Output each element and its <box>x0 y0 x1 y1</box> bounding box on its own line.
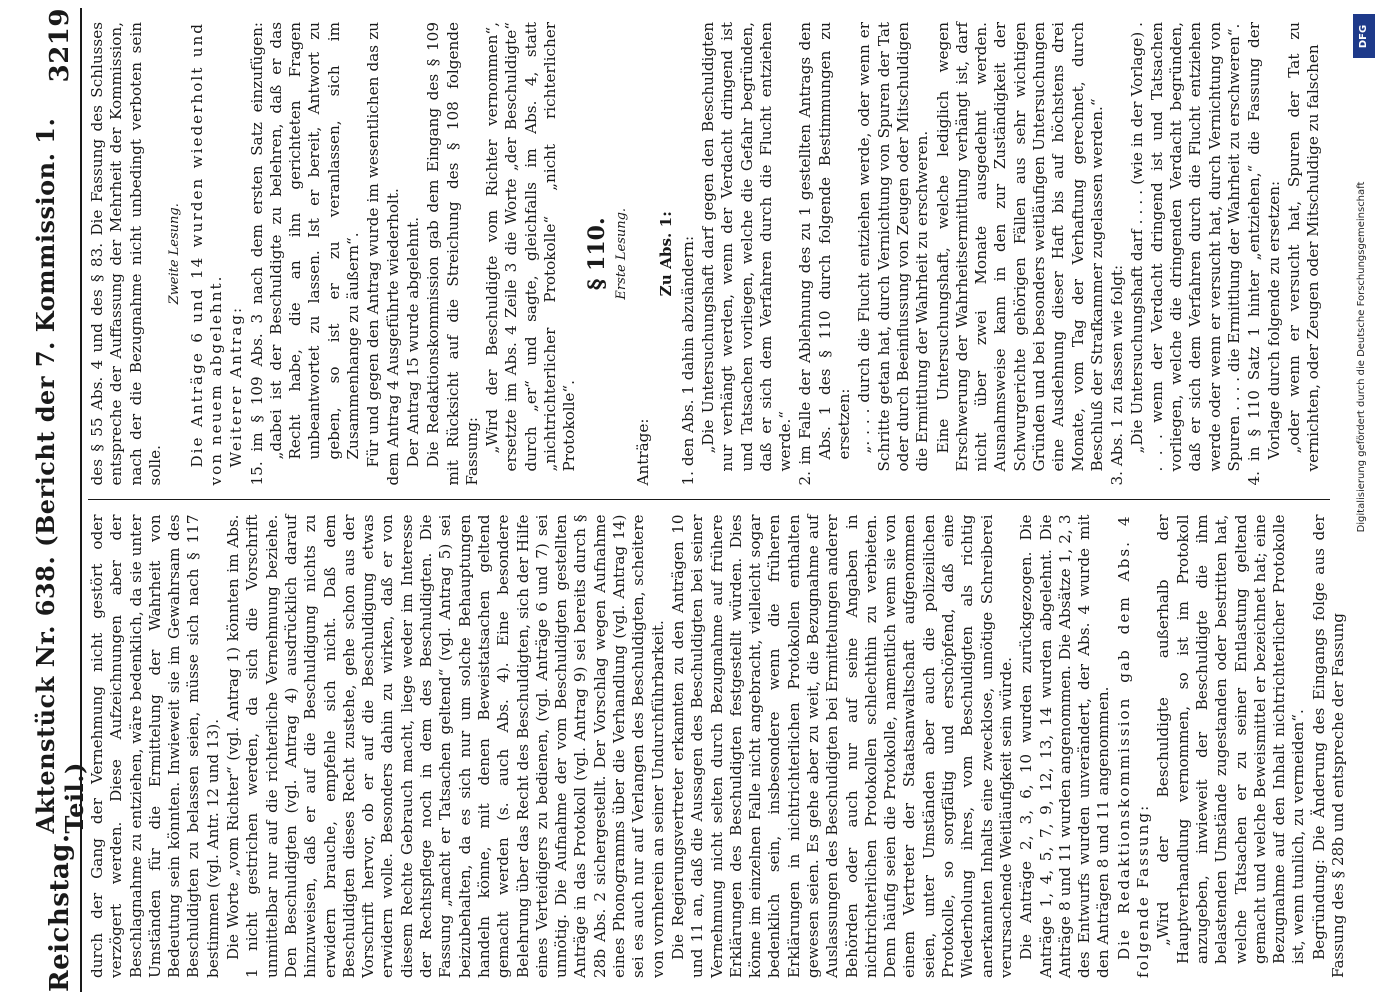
section-heading: § 110. <box>583 217 610 291</box>
paragraph: Weiterer Antrag: <box>227 305 246 468</box>
quoted-paragraph: „oder wenn er versucht hat, Spuren der Tat zu vernichten, oder Zeugen oder Mitschuldige zu falschen <box>1284 22 1323 472</box>
page-header <box>31 8 89 992</box>
quoted-paragraph: „Wird der Beschuldigte außerhalb der Hauptverhandlung vernommen, so ist im Protokoll anzugeben, inwieweit der Beschuldigte die ihm belastenden Umstände zugestanden oder bestritten hat, welche Tatsachen er zu seiner Entlastung geltend gemacht und welche Beweismittel er bezeichnet hat; eine Bezugnahme auf den Inhalt nichtrichterlicher Protokolle ist, wenn tunlich, zu vermeiden“. <box>1154 514 1308 964</box>
rotated-document <box>31 0 1347 1000</box>
dfg-logo: DFG <box>1353 14 1375 58</box>
section-subheading: Erste Lesung. <box>613 207 629 300</box>
header-title: Aktenstück Nr. 638. (Bericht der 7. Kommission. 1. Teil.) <box>31 117 89 834</box>
numbered-paragraph: 4. in § 110 Satz 1 hinter „entziehen,“ die Fassung der Vorlage durch folgende zu ersetzen: <box>1245 22 1283 486</box>
paragraph: des § 55 Abs. 4 und des § 83. Die Fassung des Schlusses entspreche der Auffassung der Mehrheit der Kommission, nach der die Bezugnahme nicht unbedingt verboten sein solle. <box>88 22 164 486</box>
paragraph: Für und gegen den Antrag wurde im wesentlichen das zu dem Antrag 4 Ausgeführte wiederholt. <box>364 22 402 486</box>
digitization-note: Digitalisierung gefördert durch die Deutsche Forschungsgemeinschaft <box>1356 181 1367 533</box>
right-column <box>88 8 1330 501</box>
paragraph: Die Anträge 2, 3, 6, 10 wurden zurückgezogen. Die Anträge 1, 4, 5, 7, 9, 12, 13, 14 wurden abgelehnt. Die Anträge 8 und 11 wurden angenommen. Die Absätze 1, 2, 3 des Entwurfs wurden unverändert, der Abs. 4 wurde mit den Anträgen 8 und 11 angenommen. <box>1017 514 1113 978</box>
quoted-paragraph: Eine Untersuchungshaft, welche lediglich wegen Erschwerung der Wahrheitsermittlung verhängt ist, darf nicht über zwei Monate ausgedehnt werden. Ausnahmsweise kann in den zur Zuständigkeit der Schwurgerichte gehörigen Fällen aus sehr wichtigen Gründen und bei besonders weitläufigen Untersuchungen eine Ausdehnung dieser Haft bis auf höchstens drei Monate, vom Tag der Verhaftung gerechnet, durch Beschluß der Strafkammer zugelassen werden.“ <box>933 22 1106 472</box>
paragraph: Die Anträge 6 und 14 wurden wiederholt und von neuem abgelehnt. <box>187 22 225 486</box>
numbered-paragraph: 3. Abs. 1 zu fassen wie folgt: <box>1108 264 1127 486</box>
numbered-paragraph: 2. im Falle der Ablehnung des zu 1 gestellten Antrags den Abs. 1 des § 110 durch folgende Bestimmungen zu ersetzen: <box>796 22 854 486</box>
numbered-paragraph: 1. den Abs. 1 dahin abzuändern: <box>678 235 697 486</box>
margin-strip <box>1349 8 1379 998</box>
text-columns <box>88 8 1347 992</box>
paragraph: Anträge: <box>634 418 653 486</box>
paragraph: Die Redaktionskommission gab dem Abs. 4 folgende Fassung: <box>1114 514 1153 978</box>
paragraph: Der Antrag 15 wurde abgelehnt. <box>403 216 422 468</box>
header-left: Reichstag. <box>45 833 75 992</box>
quoted-paragraph: „Die Untersuchungshaft darf gegen den Beschuldigten nur verhängt werden, wenn der Verdacht dringend ist und Tatsachen vorliegen, welche die Gefahr begründen, daß er sich dem Verfahren durch die Flucht entziehen werde.“ <box>698 22 795 472</box>
left-column <box>88 501 1347 993</box>
paragraph: Begründung: Die Änderung des Eingangs folge aus der Fassung des § 28b und entspreche der Fassung <box>1309 514 1347 978</box>
section-subheading: Zweite Lesung. <box>167 203 183 305</box>
paragraph: Die Worte „vom Richter“ (vgl. Antrag 1) könnten im Abs. 1 nicht gestrichen werden, da sich die Vorschrift unmittelbar nur auf die richterliche Vernehmung beziehe. Den Beschuldigten (vgl. Antrag 4) ausdrücklich darauf hinzuweisen, daß er auf die Beschuldigung nichts zu erwidern brauche, empfehle sich nicht. Daß dem Beschuldigten dieses Recht zustehe, gehe schon aus der Vorschrift hervor, ob er auf die Beschuldigung etwas erwidern wolle. Besonders dahin zu wirken, daß er von diesem Rechte Gebrauch macht, liege weder im Interesse der Rechtspflege noch in dem des Beschuldigten. Die Fassung „macht er Tatsachen geltend“ (vgl. Antrag 5) sei beizubehalten, da es sich nur um solche Behauptungen handeln könne, mit denen Beweistatsachen geltend gemacht werden (s. auch Abs. 4). Eine besondere Belehrung über das Recht des Beschuldigten, sich der Hilfe eines Verteidigers zu bedienen, (vgl. Anträge 6 und 7) sei unnötig. Die Aufnahme der vom Beschuldigten gestellten Anträge in das Protokoll (vgl. Antrag 9) sei bereits durch § 28b Abs. 2 sichergestellt. Der Vorschlag wegen Aufnahme eines Phonogramms über die Verhandlung (vgl. Antrag 14) sei es auch nur auf Verlangen des Beschuldigten, scheitere von vornherein an seiner Undurchführbarkeit. <box>224 514 667 978</box>
paragraph: Die Regierungsvertreter erkannten zu den Anträgen 10 und 11 an, daß die Aussagen des Beschuldigten bei seiner Vernehmung nicht selten durch Bezugnahme auf frühere Erklärungen des Beschuldigten festgestellt würden. Dies könne im einzelnen Falle nicht angebracht, vielleicht sogar bedenklich sein, insbesondere wenn die früheren Erklärungen in nichtrichterlichen Protokollen enthalten gewesen seien. Es gehe aber zu weit, die Bezugnahme auf Auslassungen des Beschuldigten bei Ermittelungen anderer Behörden oder auch nur auf seine Angaben in nichtrichterlichen Protokollen schlechthin zu verbieten. Denn häufig seien die Protokolle, namentlich wenn sie von einem Vertreter der Staatsanwaltschaft aufgenommen seien, unter Umständen aber auch die polizeilichen Protokolle, so sorgfältig und erschöpfend, daß eine Wiederholung ihres, vom Beschuldigten als richtig anerkannten Inhalts eine zwecklose, unnötige Schreiberei verursachende Weitläufigkeit sein würde. <box>668 514 1015 978</box>
page-number: 3219 <box>45 8 75 83</box>
quoted-paragraph: „Wird der Beschuldigte vom Richter vernommen“, ersetzte im Abs. 4 Zeile 3 die Worte „der Beschuldigte“ durch „er“ und sagte, gleichfalls im Abs. 4, statt „nichtrichterlicher Protokolle“ „nicht richterlicher Protokolle“. <box>483 22 579 472</box>
quoted-paragraph: „Die Untersuchungshaft darf . . . . (wie in der Vorlage) . . . . wenn der Verdacht dringend ist und Tatsachen vorliegen, welche die dringenden Verdacht begründen, daß er sich dem Verfahren durch die Flucht entziehen werde oder wenn er versucht hat, durch Vernichtung von Spuren . . . . die Ermittlung der Wahrheit zu erschweren“. <box>1128 22 1243 472</box>
paragraph: durch der Gang der Vernehmung nicht gestört oder verzögert werden. Diese Aufzeichnungen aber der Beschlagnahme zu entziehen, wäre bedenklich, da sie unter Umständen für die Ermittelung der Wahrheit von Bedeutung sein könnten. Inwieweit sie im Gewahrsam des Beschuldigten zu belassen seien, müsse sich nach § 117 bestimmen (vgl. Antr. 12 und 13). <box>88 514 222 978</box>
subsection-heading: Zu Abs. 1: <box>657 211 676 297</box>
numbered-paragraph: 15. im § 109 Abs. 3 nach dem ersten Satz einzufügen: „dabei ist der Beschuldigte zu belehren, daß er das Recht habe, die an ihn gerichteten Fragen unbeantwortet zu lassen. Ist er bereit, Antwort zu geben, so ist er zu veranlassen, sich im Zusammenhange zu äußern“. <box>247 22 363 486</box>
paragraph: Die Redaktionskommission gab dem Eingang des § 109 mit Rücksicht auf die Streichung des § 108 folgende Fassung: <box>424 22 481 486</box>
quoted-paragraph: „. . . . durch die Flucht entziehen werde, oder wenn er Schritte getan hat, durch Vernichtung von Spuren der Tat oder durch Beeinflussung von Zeugen oder Mitschuldigen die Ermittlung der Wahrheit zu erschweren. <box>855 22 932 472</box>
